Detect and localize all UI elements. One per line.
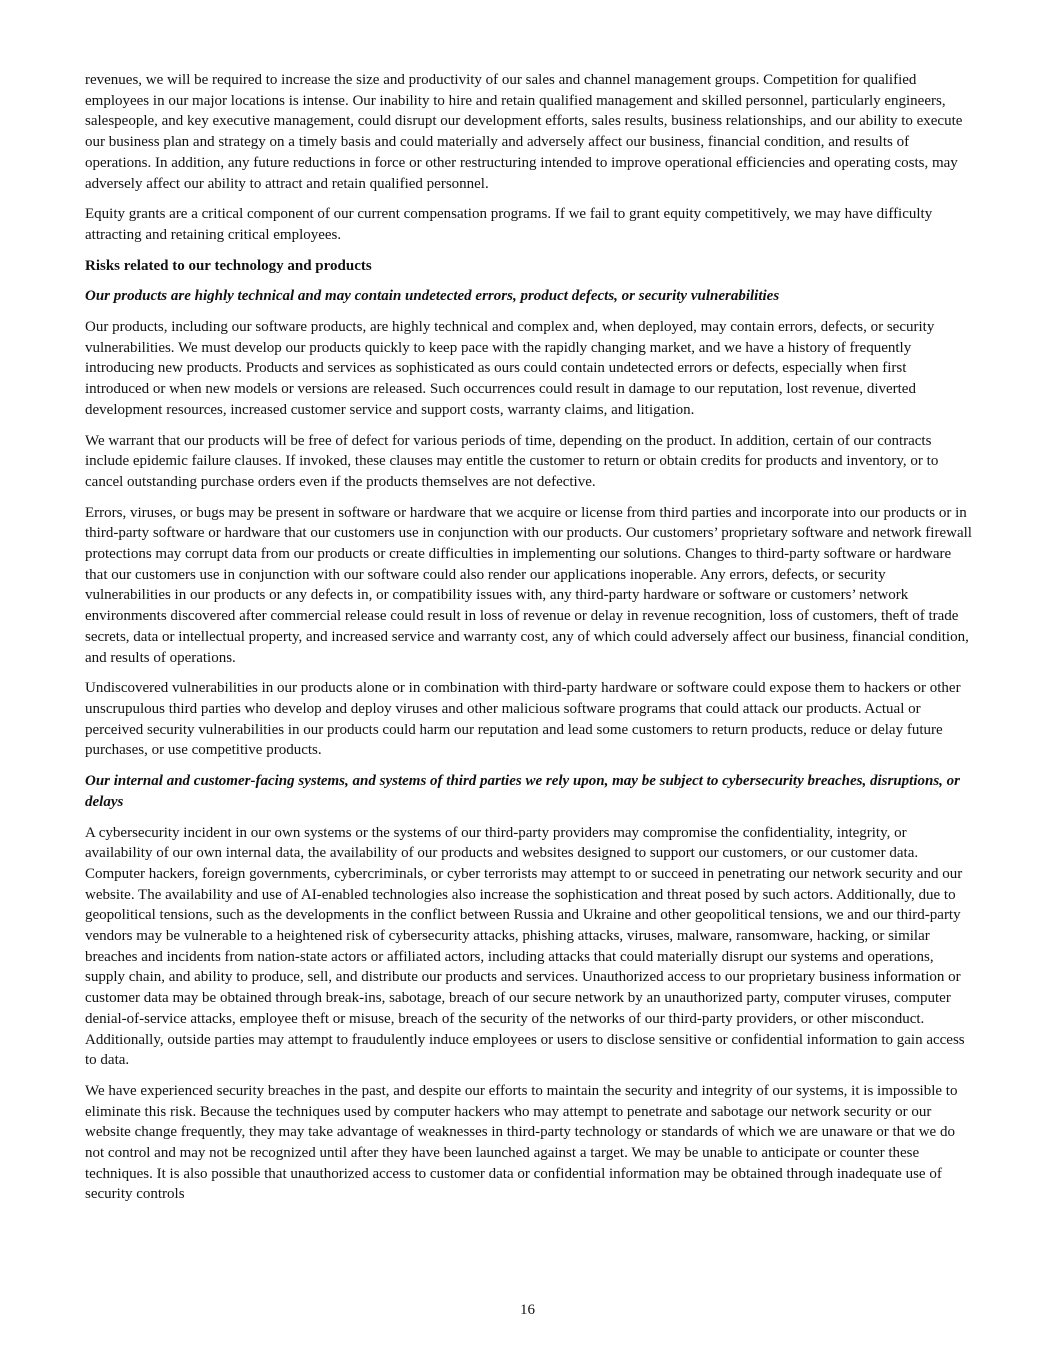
paragraph-security-breaches: We have experienced security breaches in the past, and despite our efforts to maintain the security and integrity of our systems, it is impossible to eliminate this risk. Because the techniques used by computer hackers who may attempt to penetrate and sabotage our network security or our website change frequently, they may take advantage of weaknesses in third-party technology or standards of which we are unaware or that we do not control and may not be recognized until after they have been launched against a target. We may be unable to anticipate or counter these techniques. It is also possible that unauthorized access to customer data or confidential information may be obtained through inadequate use of security controls (85, 1082, 958, 1203)
paragraph-warranty: We warrant that our products will be free of defect for various periods of time, depending on the product. In addition, certain of our contracts include epidemic failure clauses. If invoked, these clauses may entitle the customer to return or obtain credits for products and inventory, or to cancel outstanding purchase orders even if the products themselves are not defective. (85, 432, 939, 490)
paragraph-undiscovered-vulnerabilities: Undiscovered vulnerabilities in our products alone or in combination with third-party hardware or software could expose them to hackers or other unscrupulous third parties who develop and deploy viruses and other malicious software programs that could attack our products. Actual or perceived security vulnerabilities in our products could harm our reputation and lead some customers to return products, reduce or delay future purchases, or use competitive products. (85, 680, 961, 759)
subheading-product-defects: Our products are highly technical and may contain undetected errors, product defects, or security vulnerabilities (85, 288, 780, 305)
paragraph-equity-grants: Equity grants are a critical component of our current compensation programs. If we fail to grant equity competitively, we may have difficulty attracting and retaining critical employees. (85, 206, 933, 243)
document-page (85, 70, 973, 1215)
paragraph-product-errors: Our products, including our software products, are highly technical and complex and, when deployed, may contain errors, defects, or security vulnerabilities. We must develop our products quickly to keep pace with the rapidly changing market, and we have a history of frequently introducing new products. Products and services as sophisticated as ours could contain undetected errors or defects, especially when first introduced or when new models or versions are released. Such occurrences could result in damage to our reputation, lost revenue, diverted development resources, increased customer service and support costs, warranty claims, and litigation. (85, 319, 935, 418)
paragraph-staffing: revenues, we will be required to increase the size and productivity of our sales and channel management groups. Competition for qualified employees in our major locations is intense. Our inability to hire and retain qualified management and skilled personnel, particularly engineers, salespeople, and key executive management, could disrupt our development efforts, sales results, business relationships, and our ability to execute our business plan and strategy on a timely basis and could materially and adversely affect our business, financial condition, and results of operations. In addition, any future reductions in force or other restructuring intended to improve operational efficiencies and operating costs, may adversely affect our ability to attract and retain qualified personnel. (85, 72, 963, 192)
page-number: 16 (520, 1302, 535, 1318)
paragraph-third-party-bugs: Errors, viruses, or bugs may be present in software or hardware that we acquire or license from third parties and incorporate into our products or in third-party software or hardware that our customers use in conjunction with our products. Our customers’ proprietary software and network firewall protections may corrupt data from our products or create difficulties in implementing our solutions. Changes to third-party software or hardware that our customers use in conjunction with our software could also render our applications inoperable. Any errors, defects, or security vulnerabilities in our products or any defects in, or compatibility issues with, any third-party hardware or software or customers’ network environments discovered after commercial release could result in loss of revenue or delay in revenue recognition, loss of customers, theft of trade secrets, data or intellectual property, and increased service and warranty cost, any of which could adversely affect our business, financial condition, and results of operations. (85, 504, 972, 666)
subheading-cybersecurity: Our internal and customer-facing systems, and systems of third parties we rely upon, may be subject to cybersecurity breaches, disruptions, or delays (85, 773, 961, 810)
section-heading-technology-risks: Risks related to our technology and products (85, 257, 372, 274)
paragraph-cybersecurity-incident: A cybersecurity incident in our own systems or the systems of our third-party providers may compromise the confidentiality, integrity, or availability of our own internal data, the availability of our products and websites designed to support our customers, or our customer data. Computer hackers, foreign governments, cybercriminals, or cyber terrorists may attempt to or succeed in penetrating our network security and our website. The availability and use of AI-enabled technologies also increase the sophistication and threat posed by such actors. Additionally, due to geopolitical tensions, such as the developments in the conflict between Russia and Ukraine and other geopolitical tensions, we and our third-party vendors may be vulnerable to a heightened risk of cybersecurity attacks, phishing attacks, viruses, malware, ransomware, hacking, or similar breaches and incidents from nation-state actors or affiliated actors, including attacks that could materially disrupt our systems and operations, supply chain, and ability to produce, sell, and distribute our products and services. Unauthorized access to our proprietary business information or customer data may be obtained through break-ins, sabotage, breach of our secure network by an unauthorized party, computer viruses, computer denial-of-service attacks, employee theft or misuse, breach of the security of the networks of our third-party providers, or other misconduct. Additionally, outside parties may attempt to fraudulently induce employees or users to disclose sensitive or confidential information to gain access to data. (85, 824, 965, 1069)
